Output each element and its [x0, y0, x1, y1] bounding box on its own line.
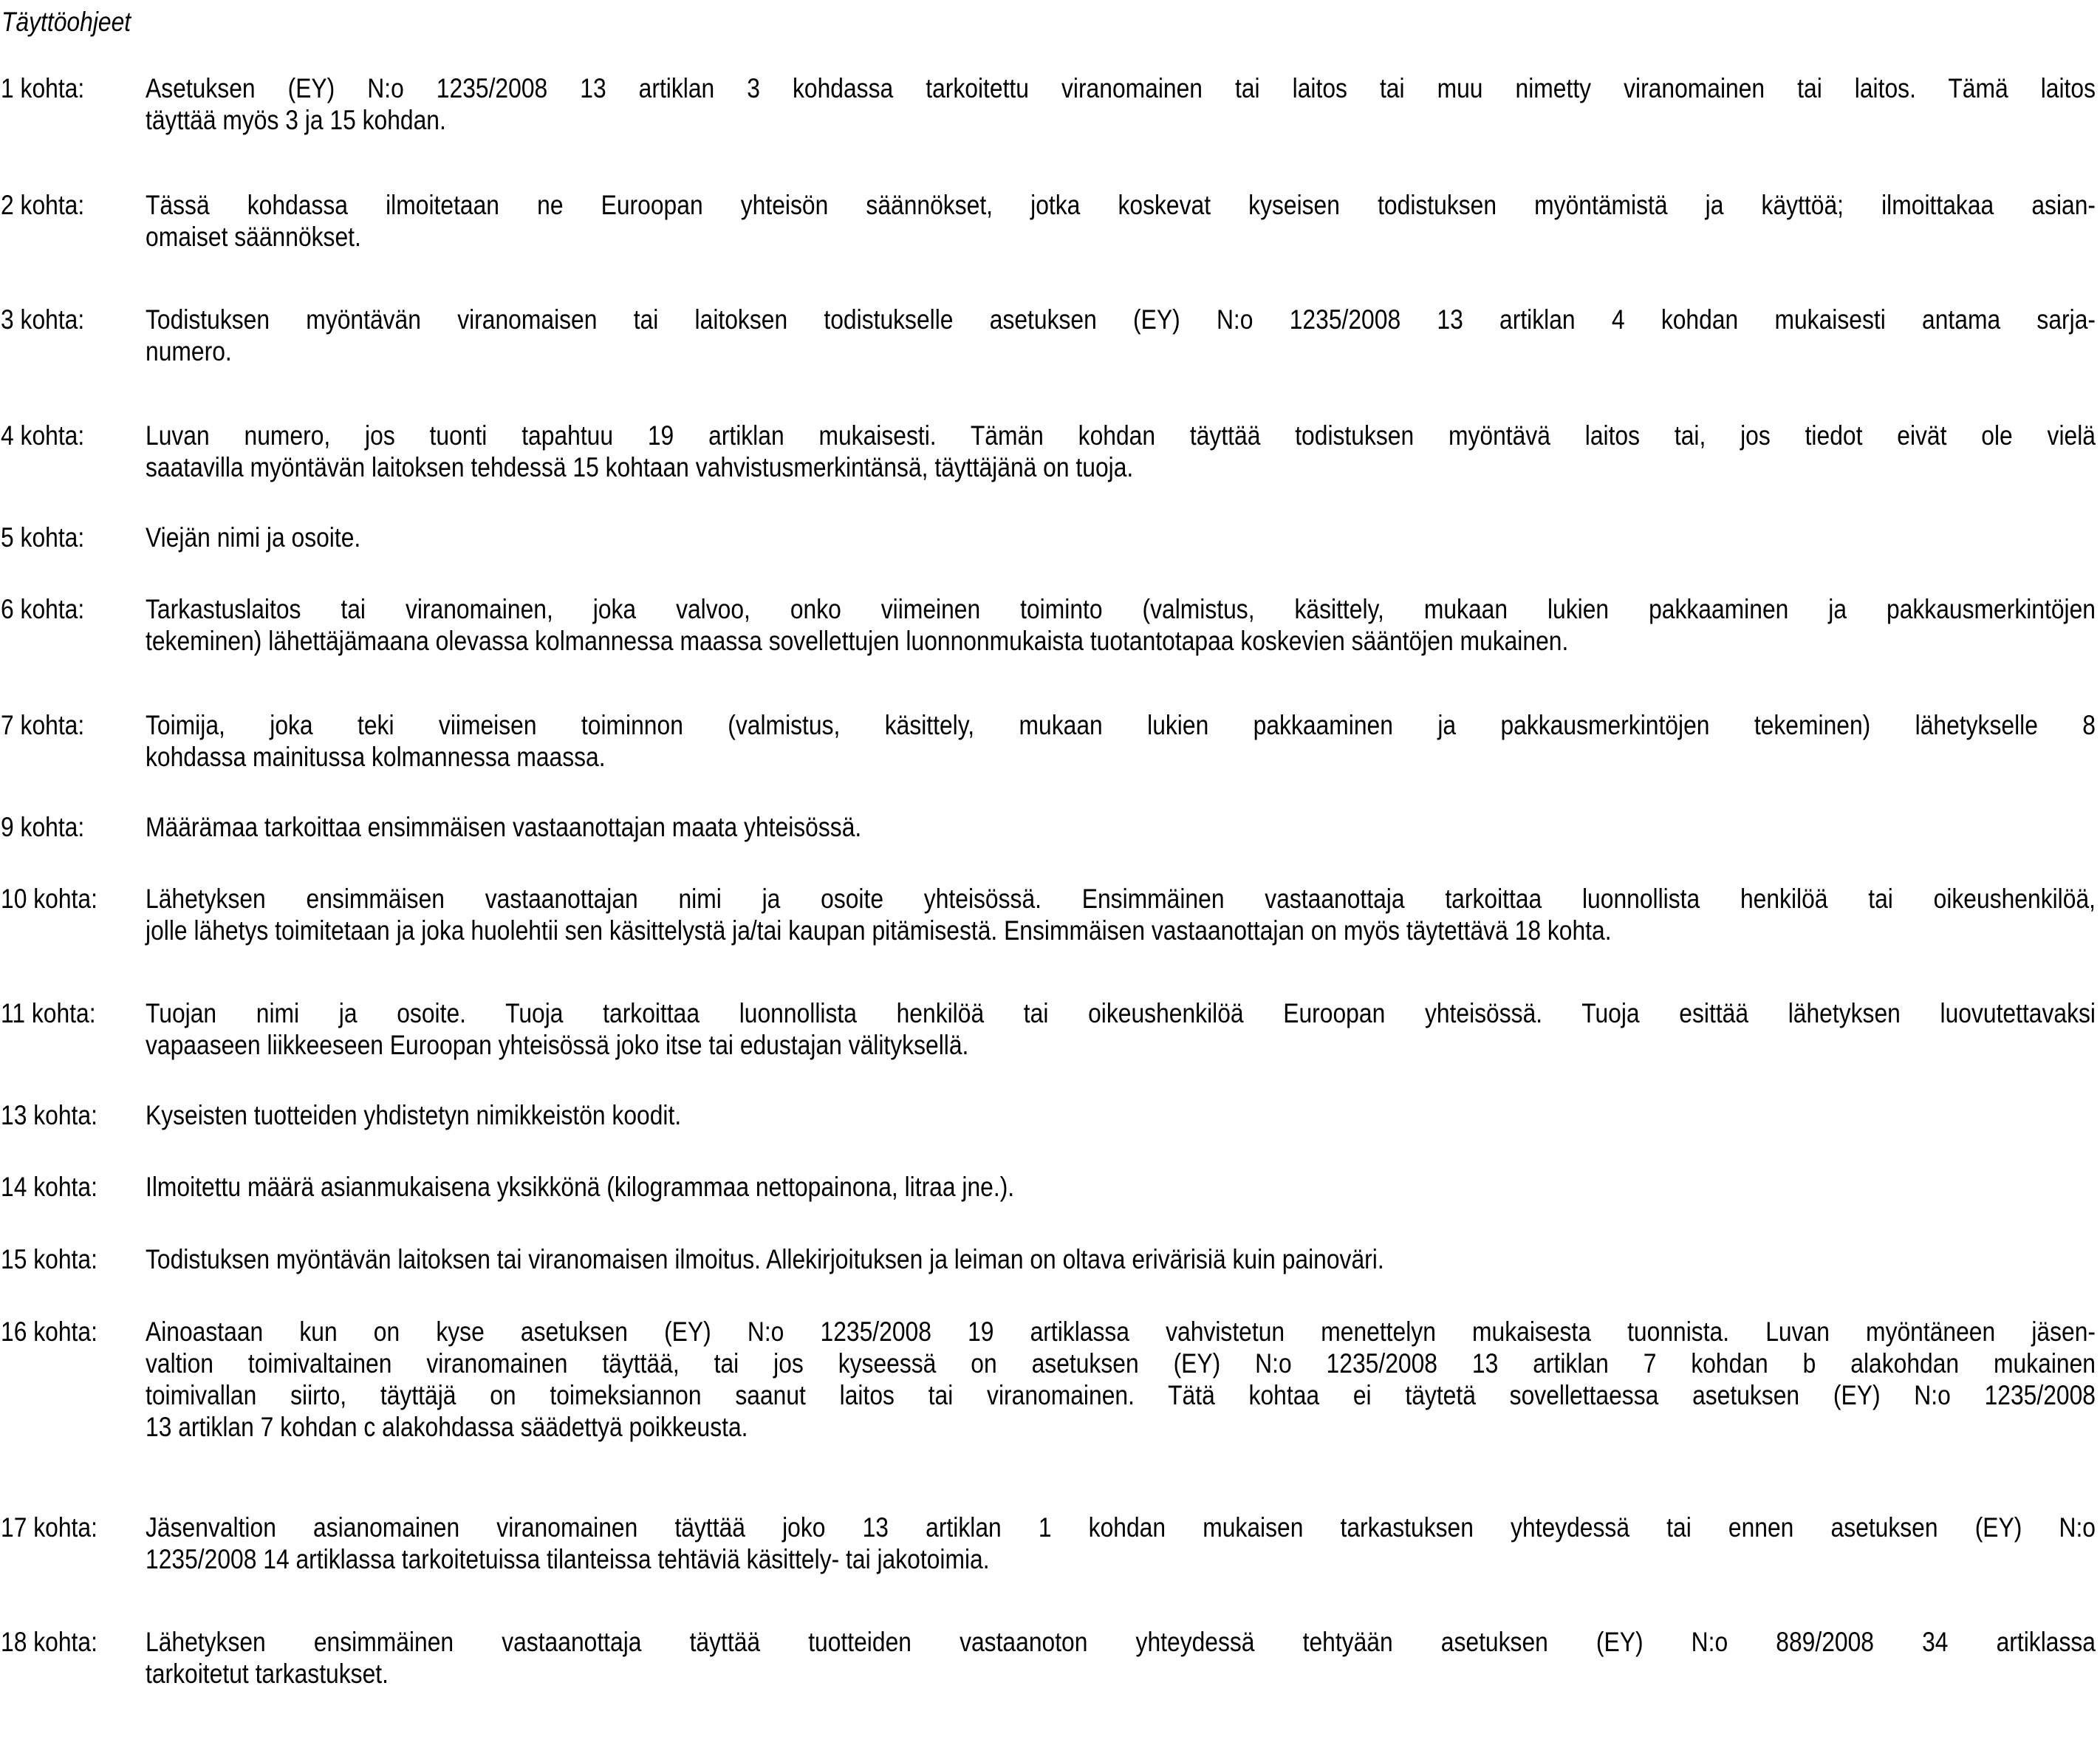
entry-text-line	[146, 1543, 2098, 1575]
entry-text-line-content: jolle lähetys toimitetaan ja joka huolehtii sen käsittelystä ja/tai kaupan pitämisestä. Ensimmäisen vastaanottajan on myös täytettävä 18 kohta.	[146, 915, 1612, 946]
entry-label: 4 kohta:	[1, 420, 85, 451]
entry-text-line	[146, 221, 2098, 253]
entry-text-line-content: täyttää myös 3 ja 15 kohdan.	[146, 105, 446, 135]
entry-text-line	[146, 741, 2098, 773]
entry-label: 3 kohta:	[1, 304, 85, 335]
entry-text	[146, 72, 2098, 136]
entry-text-line	[146, 709, 2098, 741]
entry-text-line-content: Tarkastuslaitos tai viranomainen, joka valvoo, onko viimeinen toiminto (valmistus, käsittely, mukaan lukien pakkaaminen ja pakkausmerkintöjen	[146, 594, 2096, 624]
entry-text-line-content: Lähetyksen ensimmäisen vastaanottajan nimi ja osoite yhteisössä. Ensimmäinen vastaanottaja tarkoittaa luonnollista henkilöä tai oikeushenkilöä,	[146, 884, 2096, 914]
entry-label: 14 kohta:	[1, 1172, 98, 1202]
entry-text	[146, 1626, 2098, 1690]
entry-text-line	[146, 1379, 2098, 1411]
entry-label: 18 kohta:	[1, 1627, 98, 1657]
entry-text	[146, 522, 2098, 553]
entry-text-line	[146, 1099, 2098, 1131]
entry-text-line	[146, 1411, 2098, 1443]
entry-text	[146, 1171, 2098, 1203]
entry-label: 2 kohta:	[1, 190, 85, 220]
entry-text-line-content: Todistuksen myöntävän viranomaisen tai laitoksen todistukselle asetuksen (EY) N:o 1235/2008 13 artiklan 4 kohdan mukaisesti antama sarja-	[146, 304, 2096, 335]
entry-text-line	[146, 304, 2098, 335]
entry-text	[146, 709, 2098, 773]
entry-text	[146, 304, 2098, 367]
entry-text-line	[146, 1348, 2098, 1379]
entry-text-line-content: tekeminen) lähettäjämaana olevassa kolmannessa maassa sovellettujen luonnonmukaista tuotantotapaa koskevien sääntöjen mukainen.	[146, 626, 1569, 656]
document-title: Täyttöohjeet	[1, 7, 131, 37]
entry-text-line	[146, 1316, 2098, 1348]
entry-text-line-content: toimivallan siirto, täyttäjä on toimeksiannon saanut laitos tai viranomainen. Tätä kohtaa ei täytetä sovellettaessa asetuksen (EY) N:o 1235/2008	[146, 1380, 2096, 1410]
entry-text-line	[146, 72, 2098, 104]
entry-text-line	[146, 625, 2098, 657]
entry-label: 1 kohta:	[1, 73, 85, 103]
entry-text-line	[146, 522, 2098, 553]
entry-label: 7 kohta:	[1, 710, 85, 740]
entry-text-line-content: vapaaseen liikkeeseen Euroopan yhteisössä joko itse tai edustajan välityksellä.	[146, 1030, 969, 1060]
entry-text-line	[146, 420, 2098, 451]
entry-text-line	[146, 1171, 2098, 1203]
entry-text-line	[146, 915, 2098, 946]
entry-text-line	[146, 104, 2098, 136]
entry-text-line-content: omaiset säännökset.	[146, 222, 361, 252]
entry-text-line	[146, 997, 2098, 1029]
entry-text-line-content: Todistuksen myöntävän laitoksen tai viranomaisen ilmoitus. Allekirjoituksen ja leiman on oltava erivärisiä kuin painoväri.	[146, 1244, 1384, 1274]
entry-text-line-content: valtion toimivaltainen viranomainen täyttää, tai jos kyseessä on asetuksen (EY) N:o 1235/2008 13 artiklan 7 kohdan b alakohdan mukainen	[146, 1348, 2096, 1379]
entry-text-line-content: Ilmoitettu määrä asianmukaisena yksikkönä (kilogrammaa nettopainona, litraa jne.).	[146, 1172, 1015, 1202]
entry-text-line-content: Viejän nimi ja osoite.	[146, 522, 361, 553]
entry-text	[146, 189, 2098, 253]
entry-text-line	[146, 1512, 2098, 1543]
entry-text-line-content: Toimija, joka teki viimeisen toiminnon (valmistus, käsittely, mukaan lukien pakkaaminen ja pakkausmerkintöjen tekeminen) lähetykselle 8	[146, 710, 2096, 740]
entry-text-line-content: 13 artiklan 7 kohdan c alakohdassa säädettyä poikkeusta.	[146, 1412, 748, 1442]
entry-text	[146, 1316, 2098, 1443]
entry-text	[146, 593, 2098, 657]
entry-text-line-content: 1235/2008 14 artiklassa tarkoitetuissa tilanteissa tehtäviä käsittely- tai jakotoimia.	[146, 1544, 990, 1574]
entry-text-line	[146, 1243, 2098, 1275]
entry-text-line	[146, 883, 2098, 915]
entry-text	[146, 1512, 2098, 1575]
entry-text	[146, 1099, 2098, 1131]
entry-text-line-content: tarkoitetut tarkastukset.	[146, 1659, 389, 1689]
entry-text-line-content: Asetuksen (EY) N:o 1235/2008 13 artiklan 3 kohdassa tarkoitettu viranomainen tai laitos tai muu nimetty viranomainen tai laitos. Tämä laitos	[146, 73, 2096, 103]
entry-label: 5 kohta:	[1, 522, 85, 553]
entry-text-line-content: Luvan numero, jos tuonti tapahtuu 19 artiklan mukaisesti. Tämän kohdan täyttää todistuksen myöntävä laitos tai, jos tiedot eivät ole vielä	[146, 420, 2096, 451]
entry-text-line	[146, 811, 2098, 843]
entry-text	[146, 997, 2098, 1061]
entry-text-line-content: Määrämaa tarkoittaa ensimmäisen vastaanottajan maata yhteisössä.	[146, 812, 862, 842]
entry-text	[146, 420, 2098, 483]
entry-label: 16 kohta:	[1, 1317, 98, 1347]
entry-text	[146, 883, 2098, 946]
entry-label: 17 kohta:	[1, 1512, 98, 1543]
entry-text-line-content: Ainoastaan kun on kyse asetuksen (EY) N:o 1235/2008 19 artiklassa vahvistetun menettelyn mukaisesta tuonnista. Luvan myöntäneen jäsen-	[146, 1317, 2096, 1347]
entry-text-line	[146, 1658, 2098, 1690]
entry-text-line-content: Kyseisten tuotteiden yhdistetyn nimikkeistön koodit.	[146, 1100, 682, 1130]
entry-label: 10 kohta:	[1, 884, 98, 914]
entry-label: 9 kohta:	[1, 812, 85, 842]
entry-text-line-content: kohdassa mainitussa kolmannessa maassa.	[146, 742, 606, 772]
entry-label: 11 kohta:	[1, 998, 96, 1028]
entry-text-line	[146, 1029, 2098, 1061]
entry-text-line	[146, 189, 2098, 221]
entry-text-line-content: Lähetyksen ensimmäinen vastaanottaja täyttää tuotteiden vastaanoton yhteydessä tehtyään asetuksen (EY) N:o 889/2008 34 artiklassa	[146, 1627, 2096, 1657]
entry-text-line-content: saatavilla myöntävän laitoksen tehdessä 15 kohtaan vahvistusmerkintänsä, täyttäjänä on tuoja.	[146, 452, 1134, 482]
entry-text-line	[146, 1626, 2098, 1658]
entry-label: 15 kohta:	[1, 1244, 98, 1274]
entry-text-line	[146, 593, 2098, 625]
entry-text-line	[146, 451, 2098, 483]
entry-text	[146, 1243, 2098, 1275]
entry-text-line-content: Tuojan nimi ja osoite. Tuoja tarkoittaa luonnollista henkilöä tai oikeushenkilöä Euroopan yhteisössä. Tuoja esittää lähetyksen luovutettavaksi	[146, 998, 2096, 1028]
entry-label: 13 kohta:	[1, 1100, 98, 1130]
entry-text-line-content: Tässä kohdassa ilmoitetaan ne Euroopan yhteisön säännökset, jotka koskevat kyseisen todistuksen myöntämistä ja käyttöä; ilmoittakaa asian-	[146, 190, 2096, 220]
entry-text-line-content: numero.	[146, 336, 232, 366]
entry-label: 6 kohta:	[1, 594, 85, 624]
entry-text	[146, 811, 2098, 843]
entry-text-line	[146, 335, 2098, 367]
entry-text-line-content: Jäsenvaltion asianomainen viranomainen täyttää joko 13 artiklan 1 kohdan mukaisen tarkastuksen yhteydessä tai ennen asetuksen (EY) N:o	[146, 1512, 2096, 1543]
